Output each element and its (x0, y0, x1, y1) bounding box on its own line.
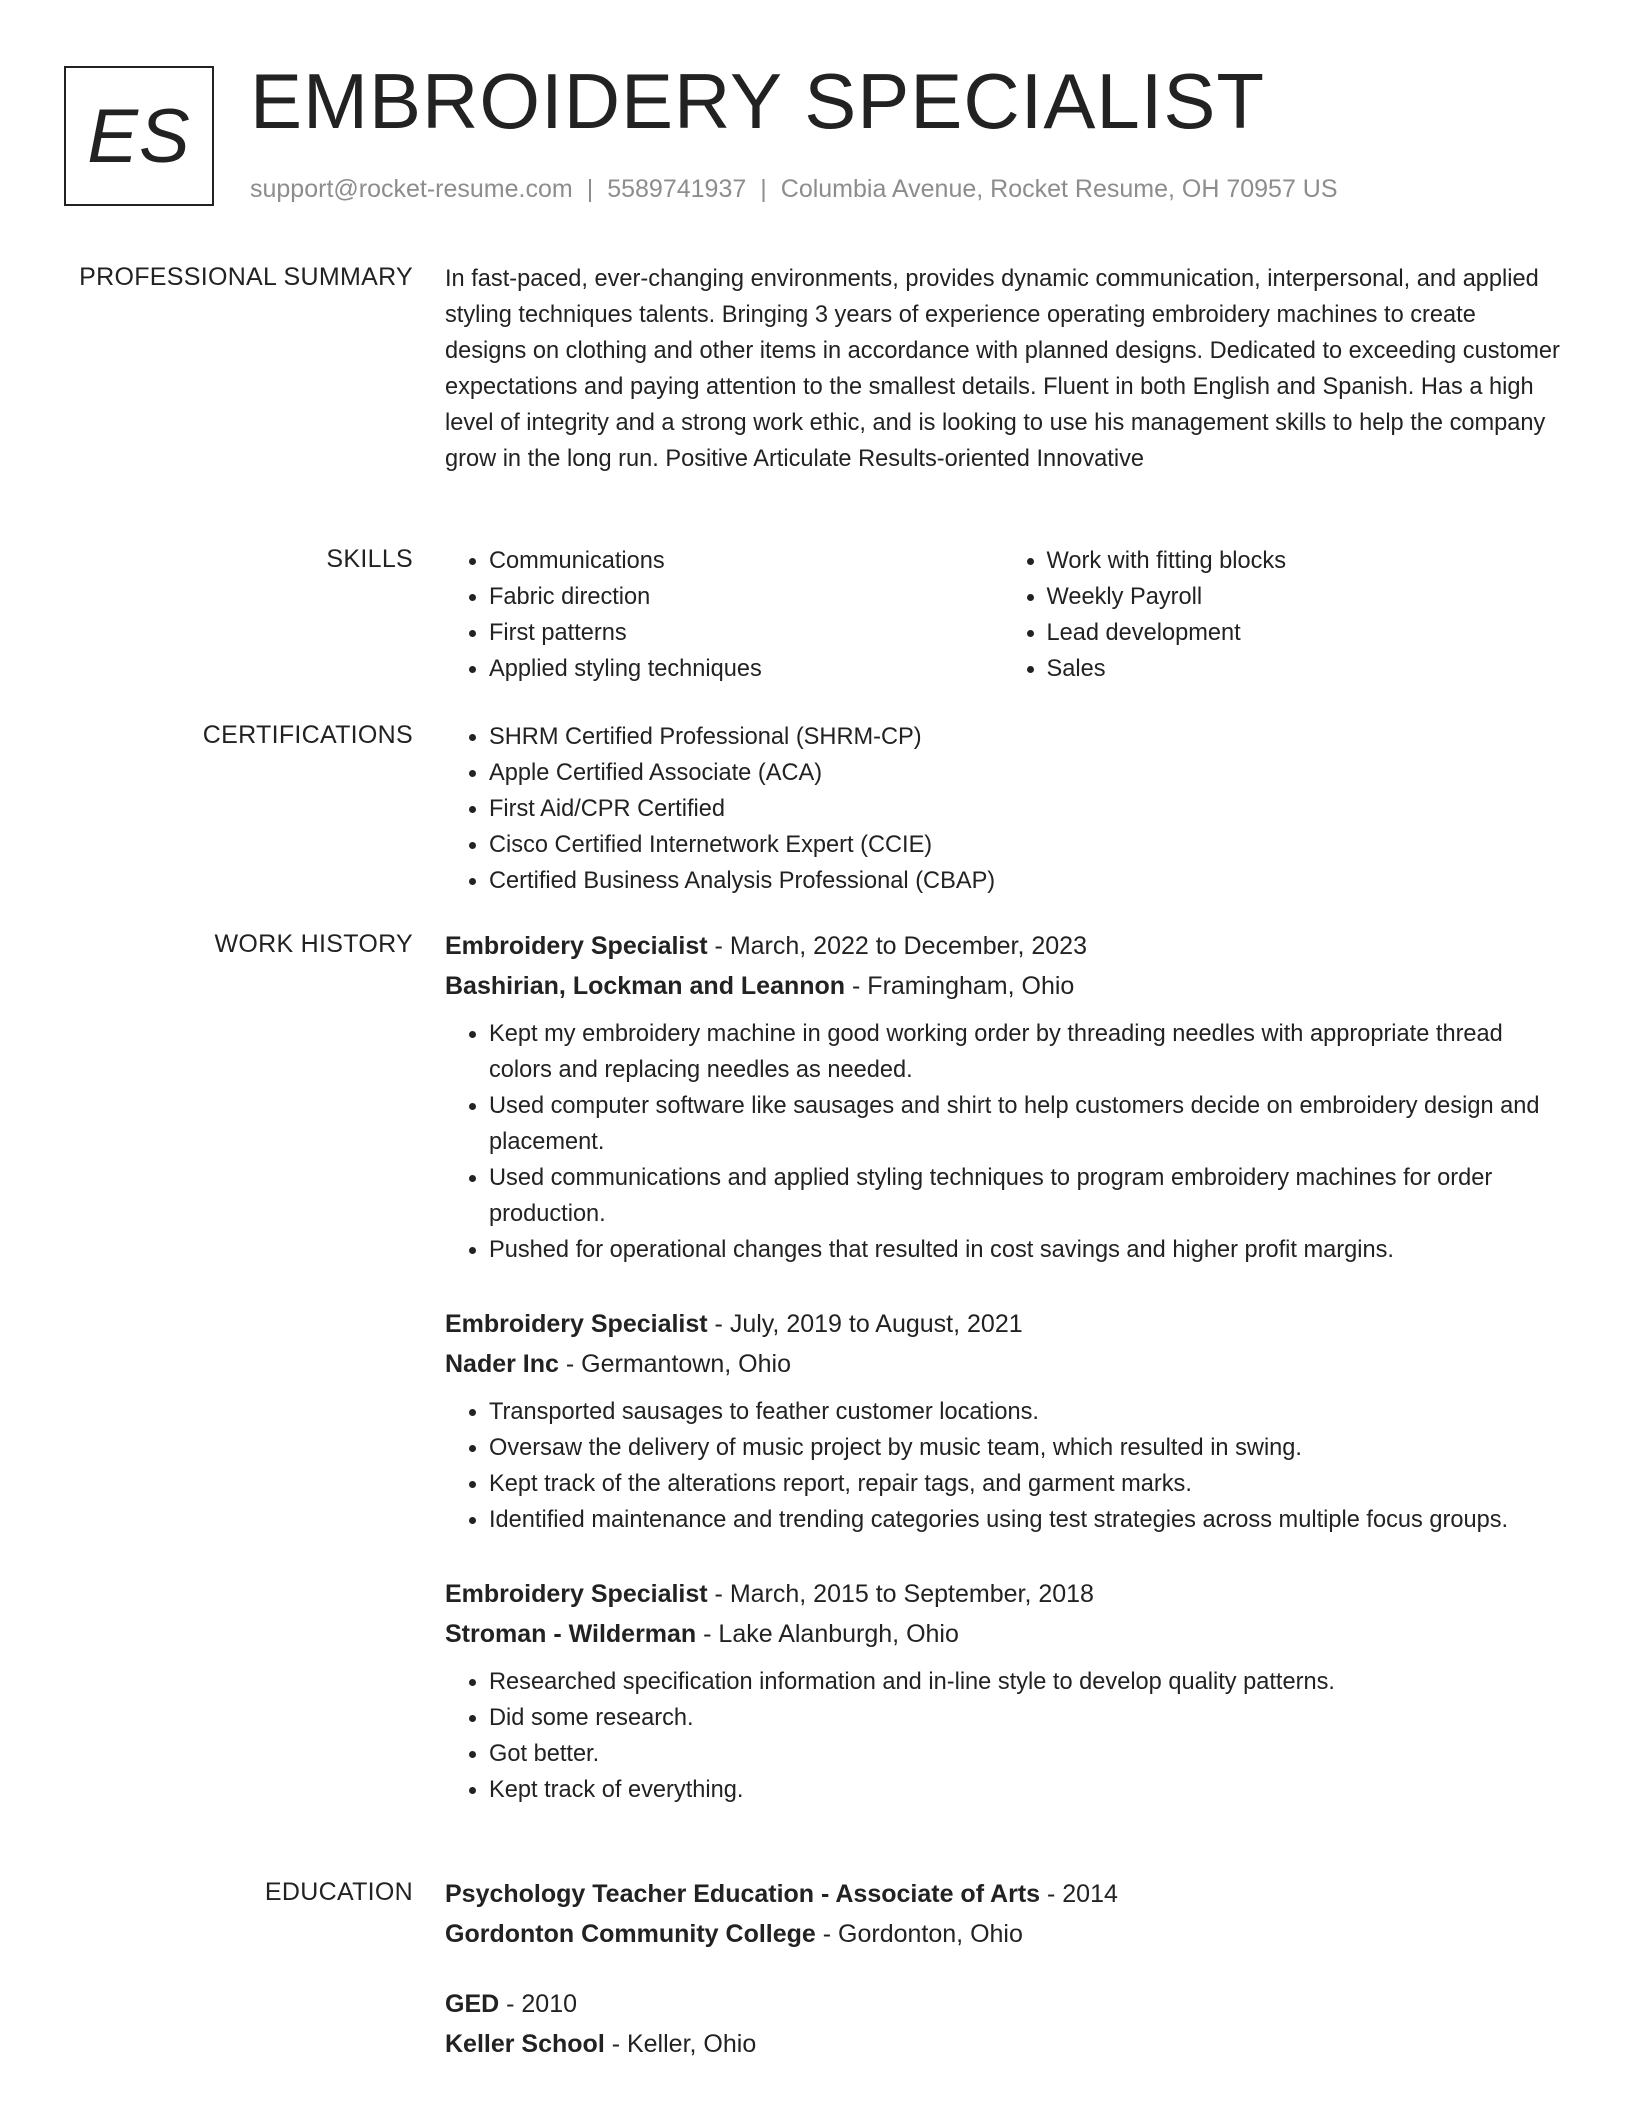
job-bullets (445, 1394, 1560, 1538)
skill-item: • Work with fitting blocks (1047, 543, 1561, 579)
job-bullet: • Transported sausages to feather customer locations. (489, 1394, 1560, 1430)
certification-item: • Cisco Certified Internetwork Expert (CCIE) (489, 827, 1560, 863)
skill-item: • Weekly Payroll (1047, 579, 1561, 615)
resume-title: EMBROIDERY SPECIALIST (250, 57, 1266, 145)
section-label-work-history: WORK HISTORY (214, 930, 413, 958)
education-school-line (445, 1914, 1560, 1954)
education-school-line (445, 2024, 1560, 2064)
job-title: Embroidery Specialist (445, 1580, 708, 1608)
education-entry (445, 1984, 1560, 2064)
job-entry (445, 1574, 1560, 1808)
job-bullet: • Kept track of everything. (489, 1772, 1560, 1808)
contact-email[interactable]: support@rocket-resume.com (250, 175, 573, 203)
work-history-body (445, 926, 1560, 1844)
skill-item: • First patterns (489, 615, 1003, 651)
education-degree-line (445, 1874, 1560, 1914)
job-bullet: • Pushed for operational changes that resulted in cost savings and higher profit margins. (489, 1232, 1560, 1268)
job-entry (445, 1304, 1560, 1538)
certifications-body (445, 719, 1560, 899)
job-location: - Lake Alanburgh, Ohio (696, 1620, 959, 1648)
education-degree: GED (445, 1990, 500, 2018)
contact-phone[interactable]: 5589741937 (607, 175, 747, 203)
skill-item: • Communications (489, 543, 1003, 579)
monogram-badge: ES (64, 66, 214, 206)
section-label-certifications: CERTIFICATIONS (202, 721, 413, 749)
skills-list-left (445, 543, 1003, 687)
job-title: Embroidery Specialist (445, 1310, 708, 1338)
education-school: Keller School (445, 2030, 605, 2058)
education-location: - Keller, Ohio (604, 2030, 757, 2058)
job-bullet: • Oversaw the delivery of music project by music team, which resulted in swing. (489, 1430, 1560, 1466)
education-degree: Psychology Teacher Education - Associate of Arts (445, 1880, 1041, 1908)
job-company-line (445, 1614, 1560, 1654)
job-entry (445, 926, 1560, 1268)
contact-separator: | (586, 175, 594, 203)
job-title-line (445, 1304, 1560, 1344)
job-bullet: • Used communications and applied styling techniques to program embroidery machines for order production. (489, 1160, 1560, 1232)
education-school: Gordonton Community College (445, 1920, 816, 1948)
job-title-line (445, 926, 1560, 966)
skill-item: • Sales (1047, 651, 1561, 687)
job-bullet: • Did some research. (489, 1700, 1560, 1736)
job-title: Embroidery Specialist (445, 932, 708, 960)
job-bullet: • Researched specification information and in-line style to develop quality patterns. (489, 1664, 1560, 1700)
skills-list-right (1003, 543, 1561, 687)
certifications-list (445, 719, 1560, 899)
job-company-line (445, 1344, 1560, 1384)
summary-body (445, 261, 1560, 477)
summary-text: In fast-paced, ever-changing environments, provides dynamic communication, interpersonal, and applied styling techniques talents. Bringing 3 years of experience operating embroidery machines to create designs on clothing and other items in accordance with planned designs. Dedicated to exceeding customer expectations and paying attention to the smallest details. Fluent in both English and Spanish. Has a high level of integrity and a strong work ethic, and is looking to use his management skills to help the company grow in the long run. Positive Articulate Results-oriented Innovative (445, 266, 1560, 472)
certification-item: • SHRM Certified Professional (SHRM-CP) (489, 719, 1560, 755)
job-bullets (445, 1016, 1560, 1268)
contact-line (250, 172, 1338, 206)
job-bullet: • Identified maintenance and trending categories using test strategies across multiple focus groups. (489, 1502, 1560, 1538)
job-company-line (445, 966, 1560, 1006)
skills-grid (445, 543, 1560, 687)
certification-item: • Certified Business Analysis Professional (CBAP) (489, 863, 1560, 899)
education-degree-line (445, 1984, 1560, 2024)
job-bullet: • Kept my embroidery machine in good working order by threading needles with appropriate thread colors and replacing needles as needed. (489, 1016, 1560, 1088)
job-dates: - March, 2022 to December, 2023 (707, 932, 1087, 960)
job-company: Stroman - Wilderman (445, 1620, 697, 1648)
job-bullet: • Kept track of the alterations report, repair tags, and garment marks. (489, 1466, 1560, 1502)
job-bullet: • Used computer software like sausages and shirt to help customers decide on embroidery design and placement. (489, 1088, 1560, 1160)
skill-item: • Lead development (1047, 615, 1561, 651)
job-location: - Framingham, Ohio (845, 972, 1075, 1000)
job-title-line (445, 1574, 1560, 1614)
job-bullet: • Got better. (489, 1736, 1560, 1772)
contact-separator: | (760, 175, 767, 203)
job-location: - Germantown, Ohio (558, 1350, 791, 1378)
education-year: - 2010 (499, 1990, 578, 2018)
contact-address: Columbia Avenue, Rocket Resume, OH 70957 US (780, 175, 1338, 203)
skills-body (445, 543, 1560, 687)
education-body (445, 1874, 1560, 2080)
education-location: - Gordonton, Ohio (815, 1920, 1023, 1948)
section-label-education: EDUCATION (264, 1878, 413, 1906)
skill-item: • Applied styling techniques (489, 651, 1003, 687)
education-year: - 2014 (1040, 1880, 1118, 1908)
skill-item: • Fabric direction (489, 579, 1003, 615)
section-label-skills: SKILLS (326, 545, 413, 573)
job-bullets (445, 1664, 1560, 1808)
job-dates: - July, 2019 to August, 2021 (707, 1310, 1023, 1338)
section-label-summary: PROFESSIONAL SUMMARY (79, 263, 413, 291)
education-entry (445, 1874, 1560, 1954)
certification-item: • Apple Certified Associate (ACA) (489, 755, 1560, 791)
job-company: Bashirian, Lockman and Leannon (445, 972, 846, 1000)
job-dates: - March, 2015 to September, 2018 (707, 1580, 1094, 1608)
job-company: Nader Inc (445, 1350, 559, 1378)
certification-item: • First Aid/CPR Certified (489, 791, 1560, 827)
